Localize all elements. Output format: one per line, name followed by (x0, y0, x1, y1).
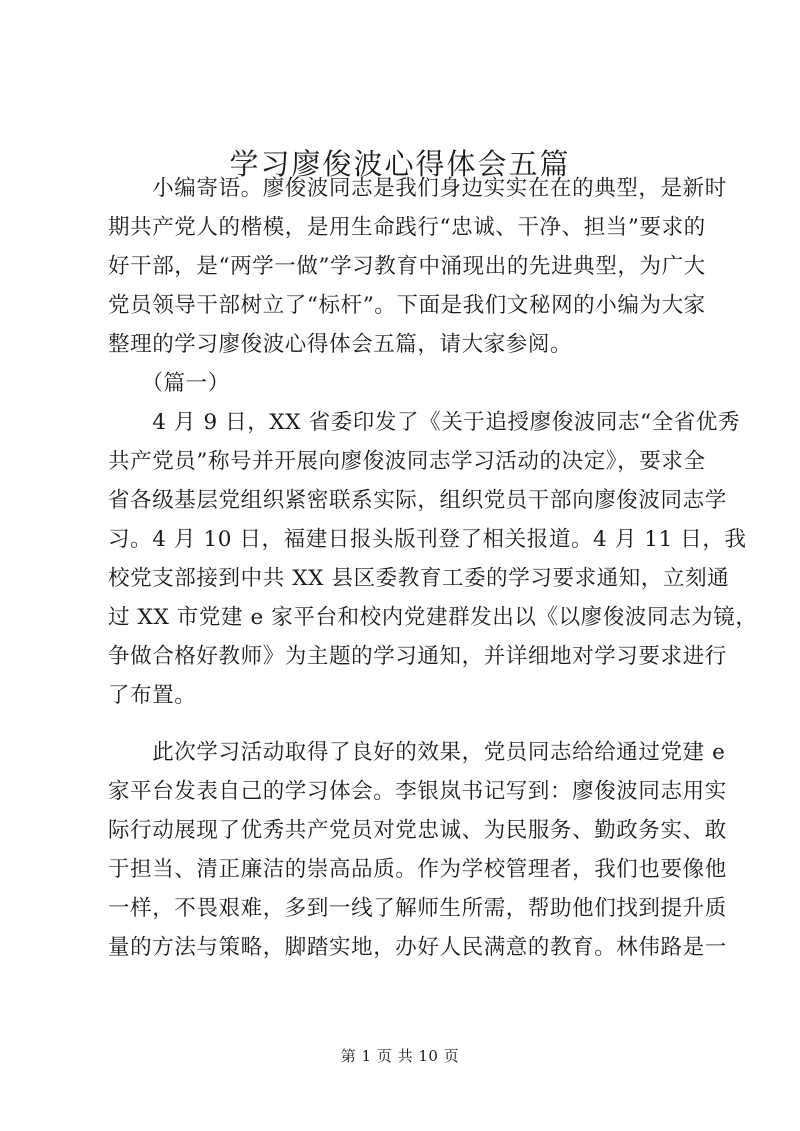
text-line: 了布置。 (108, 683, 197, 708)
text-line: 于担当、清正廉洁的崇高品质。作为学校管理者，我们也要像他 (108, 857, 727, 882)
text-line: 际行动展现了优秀共产党员对党忠诚、为民服务、勤政务实、敢 (108, 818, 727, 843)
text-line: 4 月 9 日，XX 省委印发了《关于追授廖俊波同志“全省优秀 (108, 410, 741, 435)
text-line: 好干部，是“两学一做”学习教育中涌现出的先进典型，为广大 (108, 254, 706, 279)
text-line: 习。4 月 10 日，福建日报头版刊登了相关报道。4 月 11 日，我 (108, 527, 747, 552)
text-line: 党员领导干部树立了“标杆”。下面是我们文秘网的小编为大家 (108, 293, 706, 318)
text-line: 争做合格好教师》为主题的学习通知，并详细地对学习要求进行 (108, 644, 727, 669)
document-title: 学习廖俊波心得体会五篇 (229, 147, 571, 181)
text-line: 过 XX 市党建 e 家平台和校内党建群发出以《以廖俊波同志为镜， (108, 605, 758, 630)
text-line: 小编寄语。廖俊波同志是我们身边实实在在的典型，是新时 (108, 176, 727, 201)
section-heading: （篇一） (108, 371, 230, 396)
page-footer: 第 1 页 共 10 页 (340, 1047, 460, 1065)
text-line: 此次学习活动取得了良好的效果，党员同志给给通过党建 e (108, 740, 726, 765)
text-line: 量的方法与策略，脚踏实地，办好人民满意的教育。林伟路是一 (108, 935, 727, 960)
text-line: 整理的学习廖俊波心得体会五篇，请大家参阅。 (108, 332, 573, 357)
text-line: 校党支部接到中共 XX 县区委教育工委的学习要求通知，立刻通 (108, 566, 730, 591)
text-line: 一样，不畏艰难，多到一线了解师生所需，帮助他们找到提升质 (108, 896, 727, 921)
text-line: 共产党员”称号并开展向廖俊波同志学习活动的决定》，要求全 (108, 449, 706, 474)
text-line: 期共产党人的楷模，是用生命践行“忠诚、干净、担当”要求的 (108, 215, 706, 240)
text-line: 家平台发表自己的学习体会。李银岚书记写到：廖俊波同志用实 (108, 779, 727, 804)
text-line: 省各级基层党组织紧密联系实际，组织党员干部向廖俊波同志学 (108, 488, 727, 513)
